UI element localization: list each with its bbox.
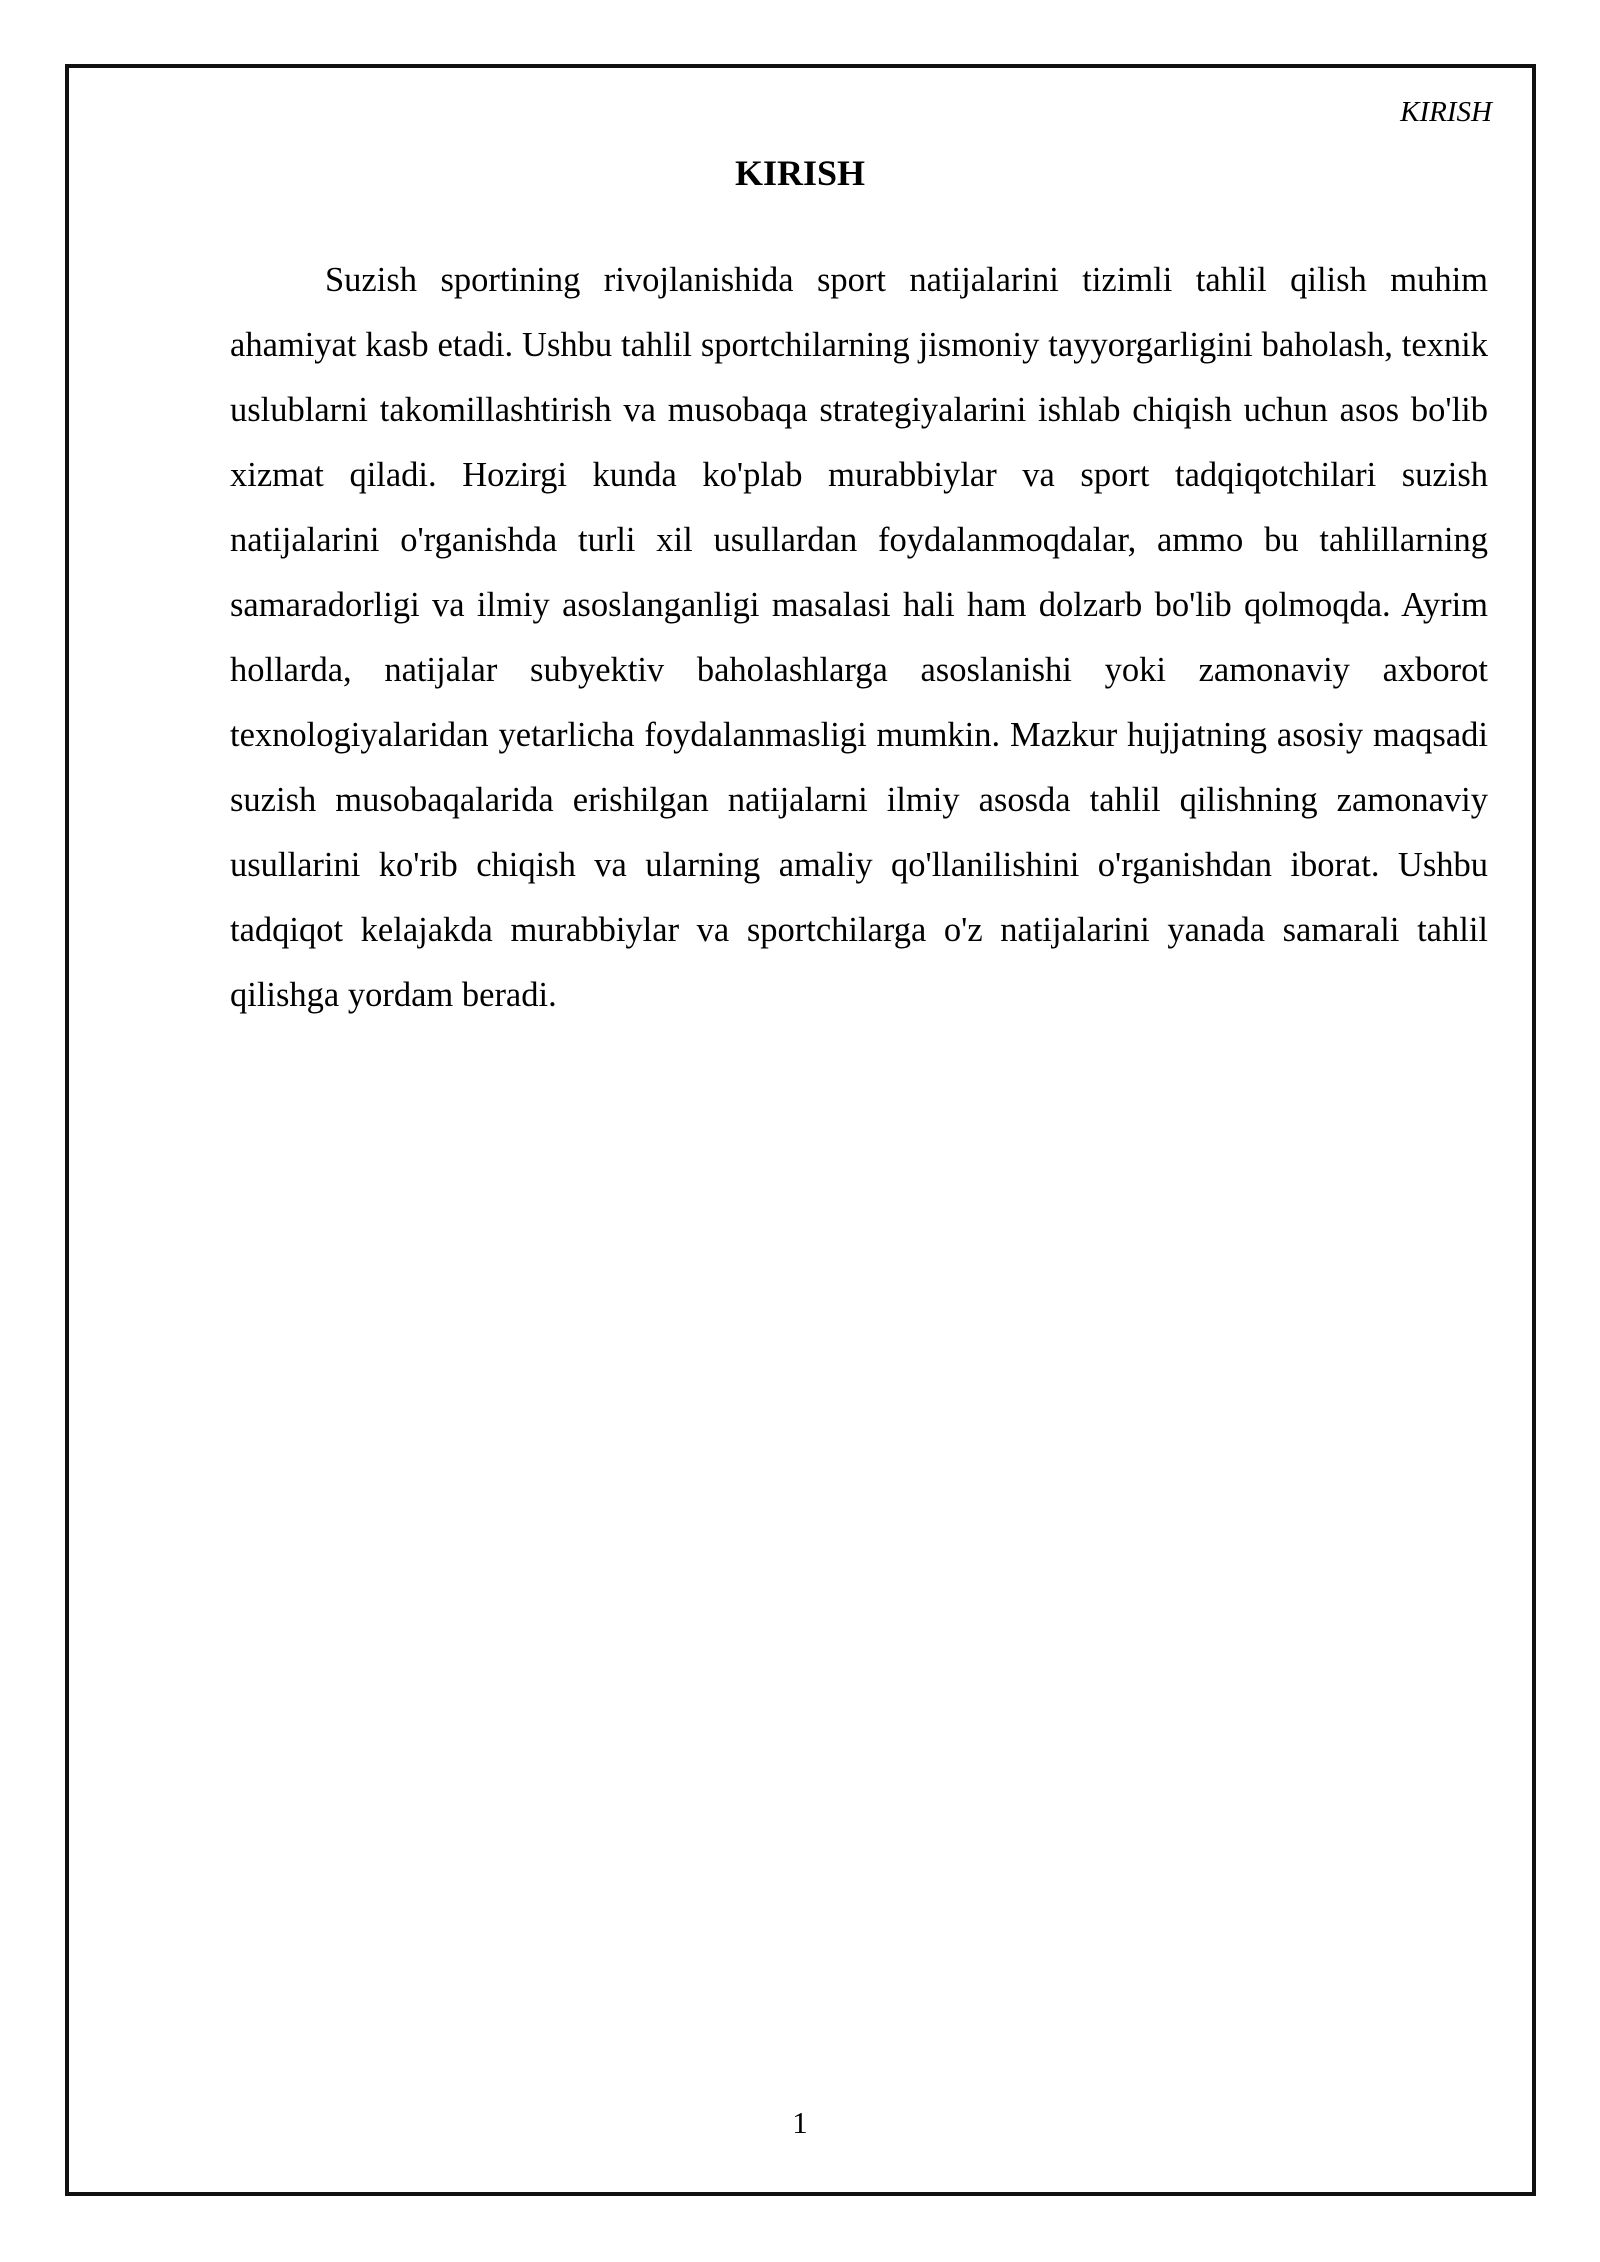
document-title: KIRISH [734,153,866,193]
body-paragraph: Suzish sportining rivojlanishida sport natijalarini tizimli tahlil qilish muhim ahamiyat kasb etadi. Ushbu tahlil sportchilarning jismoniy tayyorgarligini baholash, texnik uslublarni takomillashtirish va musobaqa strategiyalarini ishlab chiqish uchun asos bo'lib xizmat qiladi. Hozirgi kunda ko'plab murabbiylar va sport tadqiqotchilari suzish natijalarini o'rganishda turli xil usullardan foydalanmoqdalar, ammo bu tahlillarning samaradorligi va ilmiy asoslanganligi masalasi hali ham dolzarb bo'lib qolmoqda. Ayrim hollarda, natijalar subyektiv baholashlarga asoslanishi yoki zamonaviy axborot texnologiyalaridan yetarlicha foydalanmasligi mumkin. Mazkur hujjatning asosiy maqsadi suzish musobaqalarida erishilgan natijalarni ilmiy asosda tahlil qilishning zamonaviy usullarini ko'rib chiqish va ularning amaliy qo'llanilishini o'rganishdan iborat. Ushbu tadqiqot kelajakda murabbiylar va sportchilarga o'z natijalarini yanada samarali tahlil qilishga yordam beradi. [230,261,1488,1014]
running-header: KIRISH [1400,96,1492,128]
page-number: 1 [792,2105,808,2140]
